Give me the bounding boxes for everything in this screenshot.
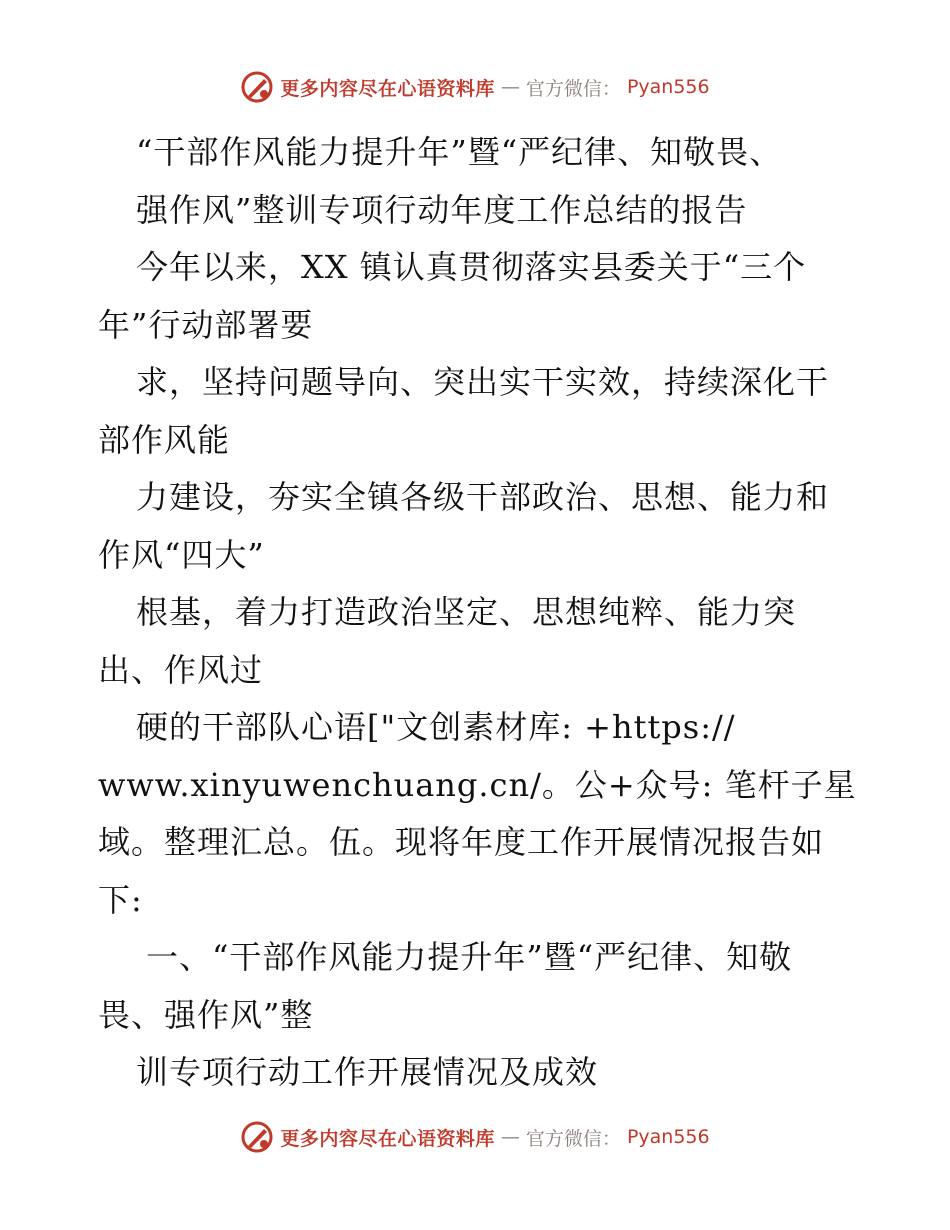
paragraph-line: 部作风能 [98,420,231,459]
paragraph-line: 力建设，夯实全镇各级干部政治、思想、能力和 [136,478,830,516]
title-line-2: 强作风”整训专项行动年度工作总结的报告 [136,190,748,229]
document-body [98,124,858,1102]
watermark-brand: 更多内容尽在心语资料库 [280,1127,495,1150]
paragraph-line: 求，坚持问题导向、突出实干实效，持续深化干 [136,363,830,401]
paragraph-line: 硬的干部队心语["文创素材库: +https:// [136,708,736,746]
paragraph-line: 域。整理汇总。伍。现将年度工作开展情况报告如 [98,823,825,861]
section-heading-line: 训专项行动工作开展情况及成效 [136,1053,599,1091]
watermark-brand: 更多内容尽在心语资料库 [280,77,495,100]
title-line-1: “干部作风能力提升年”暨“严纪律、知敬畏、 [136,133,783,171]
watermark-banner-top [0,70,950,104]
section-heading-line: 畏、强作风”整 [98,995,314,1034]
section-heading-line: 一、“干部作风能力提升年”暨“严纪律、知敬 [146,938,793,976]
paragraph-line: 根基，着力打造政治坚定、思想纯粹、能力突 [136,593,797,631]
paragraph-line: 今年以来，XX 镇认真贯彻落实县委关于“三个 [136,248,807,286]
paragraph-line: 年”行动部署要 [98,305,314,344]
watermark-wechat-label: 官方微信： [525,1127,621,1150]
paragraph-line: 出、作风过 [98,650,264,689]
quill-pen-seal-icon [240,70,274,104]
watermark-handle: Pyan556 [626,76,710,98]
watermark-handle: Pyan556 [626,1126,710,1148]
watermark-dash: — [500,1126,520,1148]
paragraph-line: 下: [98,880,143,919]
paragraph-line: www.xinyuwenchuang.cn/。公+众号: 笔杆子星 [98,765,857,804]
paragraph-line: 作风“四大” [98,535,265,574]
watermark-banner-bottom [0,1120,950,1154]
watermark-dash: — [500,76,520,98]
watermark-wechat-label: 官方微信： [525,77,621,100]
quill-pen-seal-icon [240,1120,274,1154]
